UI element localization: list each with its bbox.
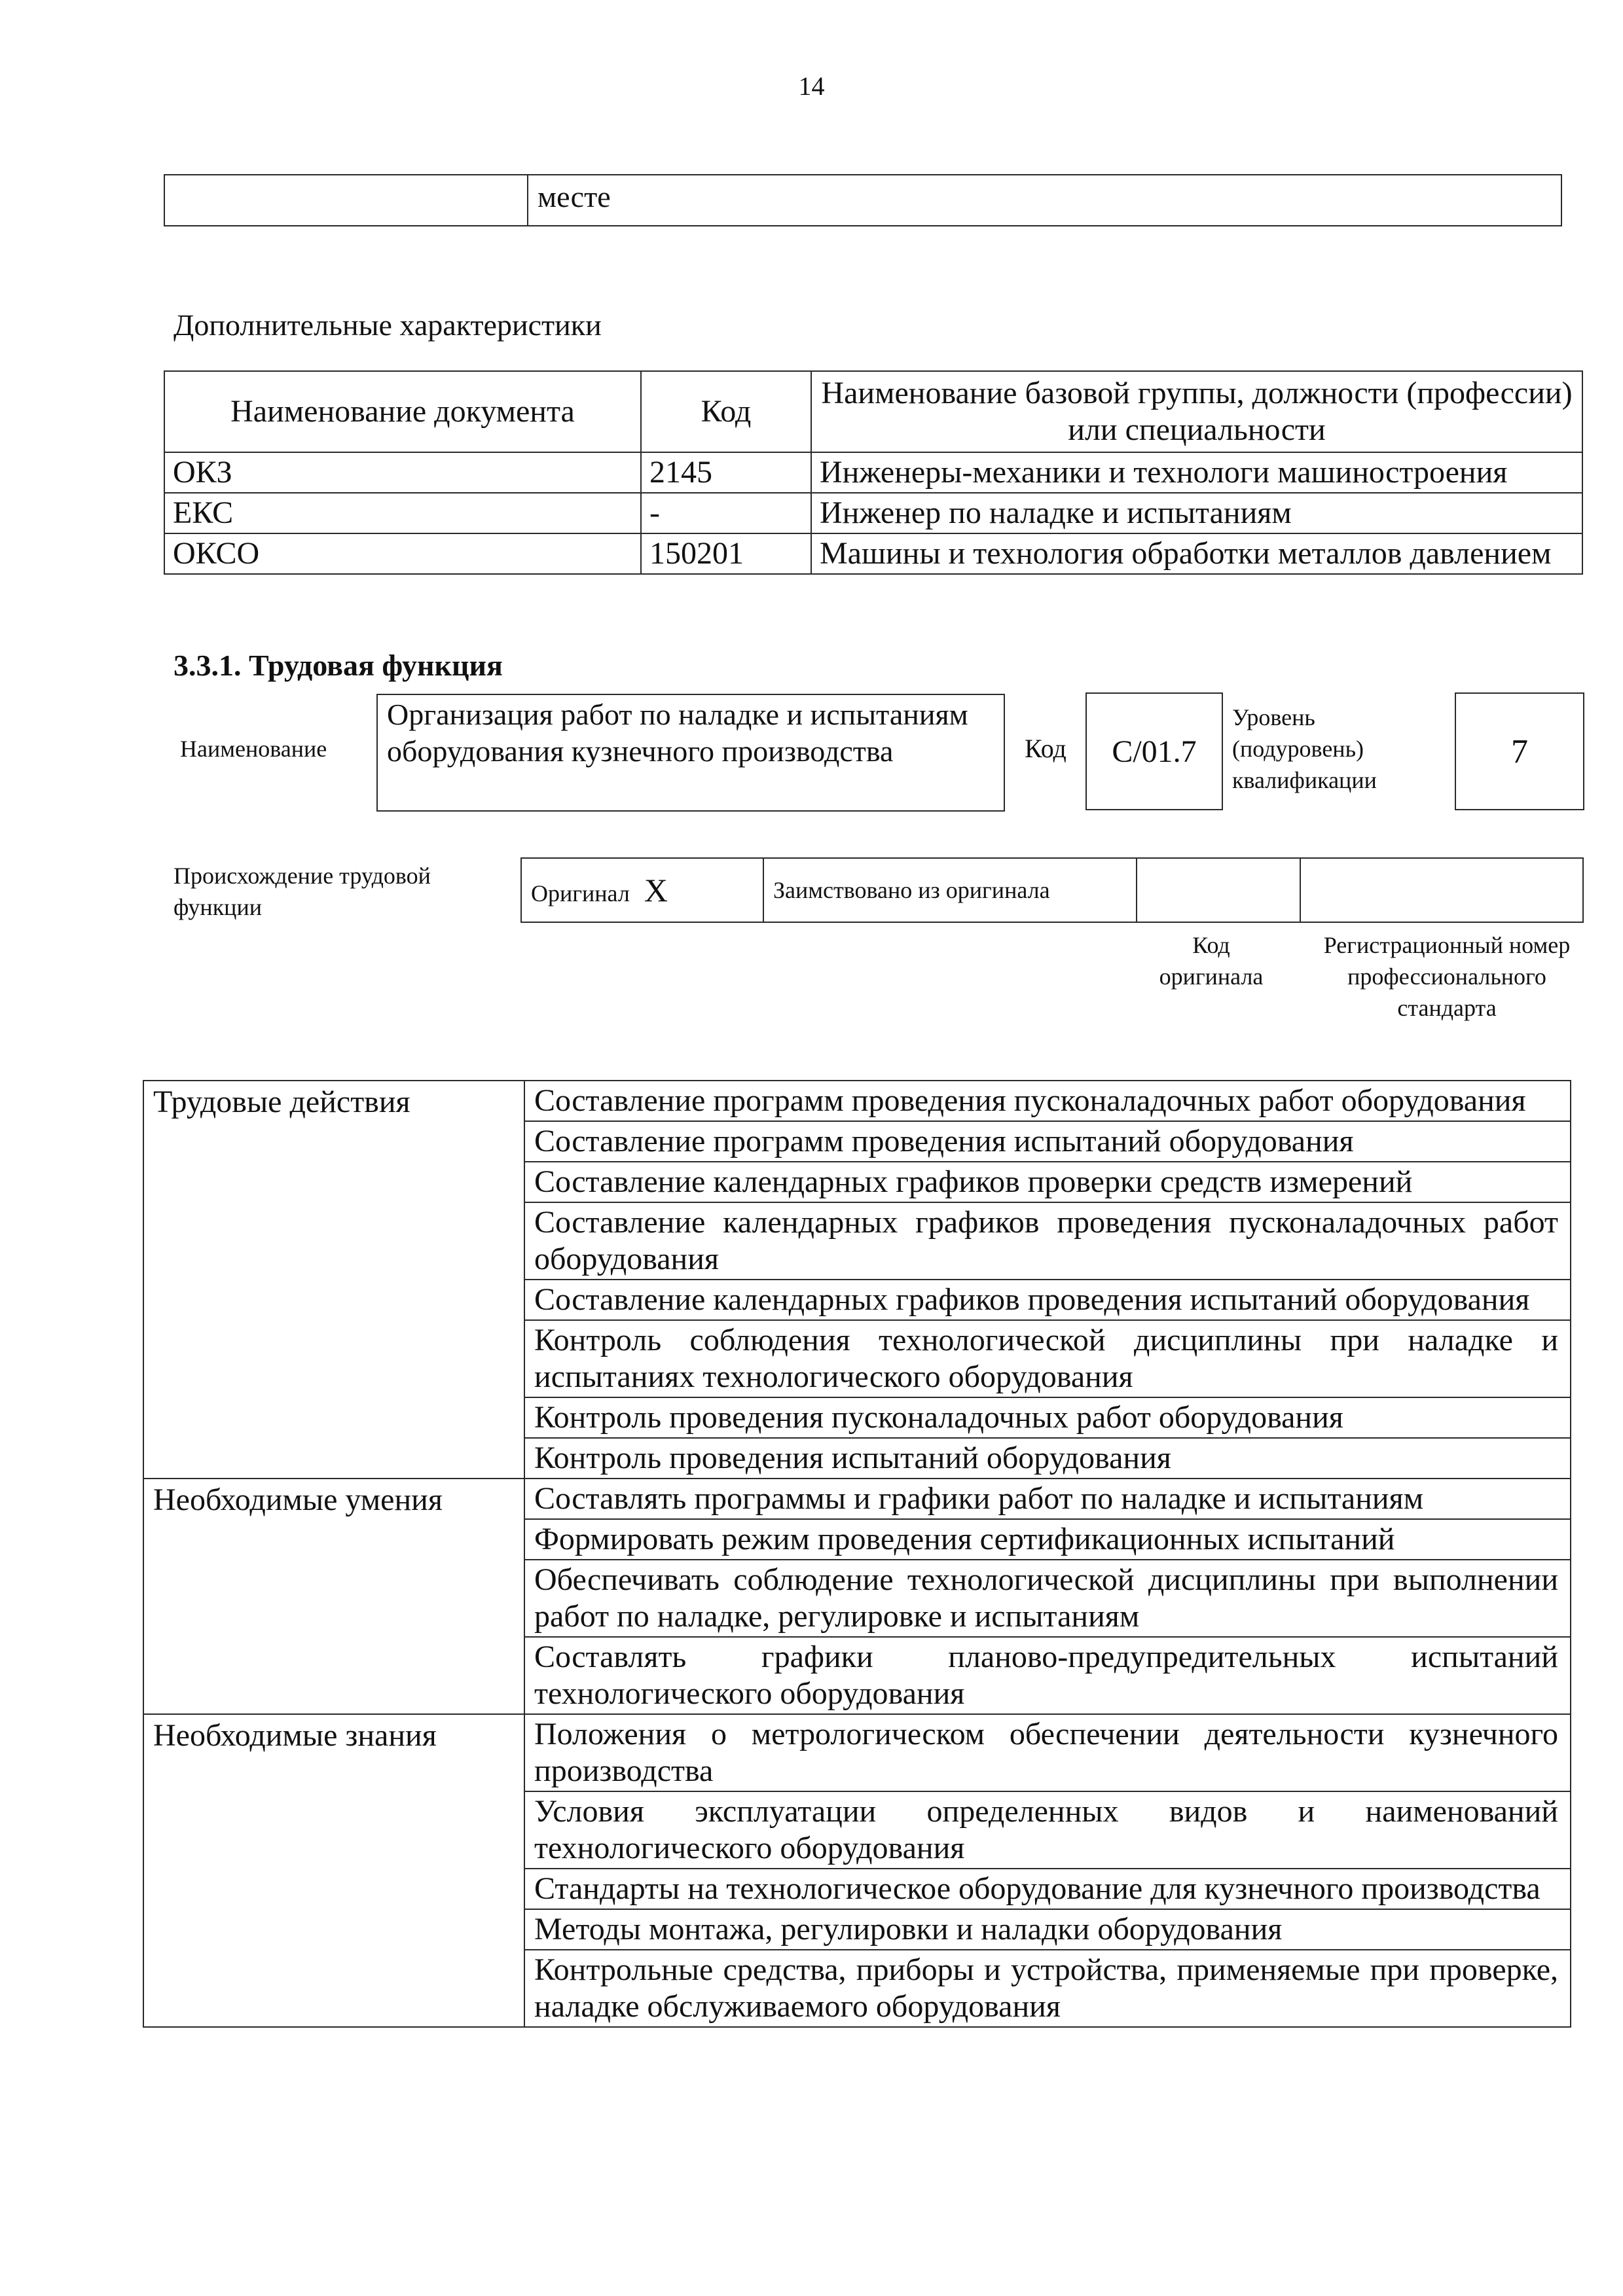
column-header: Наименование документа <box>164 371 641 452</box>
table-cell: - <box>641 493 811 533</box>
registration-number-caption: Регистрационный номер профессионального стандарта <box>1323 932 1571 1021</box>
qualification-level-box: 7 <box>1455 692 1584 810</box>
list-item: Методы монтажа, регулировки и наладки оборудования <box>524 1909 1571 1950</box>
column-header: Наименование базовой группы, должности (профессии) или специальности <box>811 371 1582 452</box>
column-header: Код <box>641 371 811 452</box>
table-row <box>143 1081 1571 1121</box>
category-required-knowledge: Необходимые знания <box>143 1714 524 2027</box>
list-item: Составлять программы и графики работ по наладке и испытаниям <box>524 1479 1571 1519</box>
table-cell: Инженер по наладке и испытаниям <box>811 493 1582 533</box>
qualification-level-label: Уровень (подуровень) квалификации <box>1232 704 1377 793</box>
list-item: Положения о метрологическом обеспечении деятельности кузнечного производства <box>524 1714 1571 1791</box>
list-item: Составление календарных графиков проведения пусконаладочных работ оборудования <box>524 1202 1571 1280</box>
list-item: Составление календарных графиков проверки средств измерений <box>524 1162 1571 1202</box>
list-item: Контроль проведения пусконаладочных работ оборудования <box>524 1397 1571 1438</box>
original-cell <box>521 858 763 922</box>
original-code-caption: Код оригинала <box>1159 932 1264 990</box>
table-cell: ОКСО <box>164 533 641 574</box>
table-row <box>164 175 1561 226</box>
category-labor-actions: Трудовые действия <box>143 1081 524 1479</box>
table-row <box>164 452 1582 493</box>
table-cell: ЕКС <box>164 493 641 533</box>
list-item: Обеспечивать соблюдение технологической дисциплины при выполнении работ по наладке, регулировке и испытаниям <box>524 1560 1571 1637</box>
function-code-box: С/01.7 <box>1085 692 1223 810</box>
table-cell: 2145 <box>641 452 811 493</box>
section-title: Дополнительные характеристики <box>173 308 602 342</box>
origin-label: Происхождение трудовой функции <box>173 863 431 920</box>
page-number: 14 <box>798 71 825 101</box>
list-item: Контрольные средства, приборы и устройства, применяемые при проверке, наладке обслуживаемого оборудования <box>524 1950 1571 2027</box>
table-cell: Машины и технология обработки металлов давлением <box>811 533 1582 574</box>
table-row <box>164 533 1582 574</box>
table-row <box>164 493 1582 533</box>
extra-characteristics-table <box>164 370 1583 575</box>
table-cell: Инженеры-механики и технологи машиностроения <box>811 452 1582 493</box>
original-label: Оригинал <box>531 880 630 906</box>
list-item: Составление программ проведения испытаний оборудования <box>524 1121 1571 1162</box>
table-row <box>143 1714 1571 1791</box>
table-header-row <box>164 371 1582 452</box>
list-item: Составление календарных графиков проведения испытаний оборудования <box>524 1280 1571 1320</box>
labor-function-table <box>143 1080 1571 2028</box>
table-row <box>521 858 1583 922</box>
table-row <box>143 1479 1571 1519</box>
continuation-table <box>164 174 1562 226</box>
list-item: Условия эксплуатации определенных видов и наименований технологического оборудования <box>524 1791 1571 1869</box>
original-code-cell <box>1137 858 1300 922</box>
category-required-skills: Необходимые умения <box>143 1479 524 1714</box>
list-item: Стандарты на технологическое оборудование для кузнечного производства <box>524 1869 1571 1909</box>
name-label: Наименование <box>180 736 327 762</box>
list-item: Контроль проведения испытаний оборудования <box>524 1438 1571 1479</box>
original-mark: X <box>644 872 668 908</box>
borrowed-cell: Заимствовано из оригинала <box>763 858 1137 922</box>
code-label: Код <box>1025 734 1067 763</box>
list-item: Контроль соблюдения технологической дисциплины при наладке и испытаниях технологического оборудования <box>524 1320 1571 1397</box>
table-cell: ОКЗ <box>164 452 641 493</box>
registration-number-cell <box>1300 858 1583 922</box>
function-name-box: Организация работ по наладке и испытаниям оборудования кузнечного производства <box>376 694 1005 812</box>
table-cell: 150201 <box>641 533 811 574</box>
list-item: Составление программ проведения пусконаладочных работ оборудования <box>524 1081 1571 1121</box>
section-heading: 3.3.1. Трудовая функция <box>173 649 503 682</box>
table-cell <box>164 175 528 226</box>
list-item: Составлять графики планово-предупредительных испытаний технологического оборудования <box>524 1637 1571 1714</box>
table-cell: месте <box>528 175 1561 226</box>
list-item: Формировать режим проведения сертификационных испытаний <box>524 1519 1571 1560</box>
origin-table <box>520 857 1584 923</box>
